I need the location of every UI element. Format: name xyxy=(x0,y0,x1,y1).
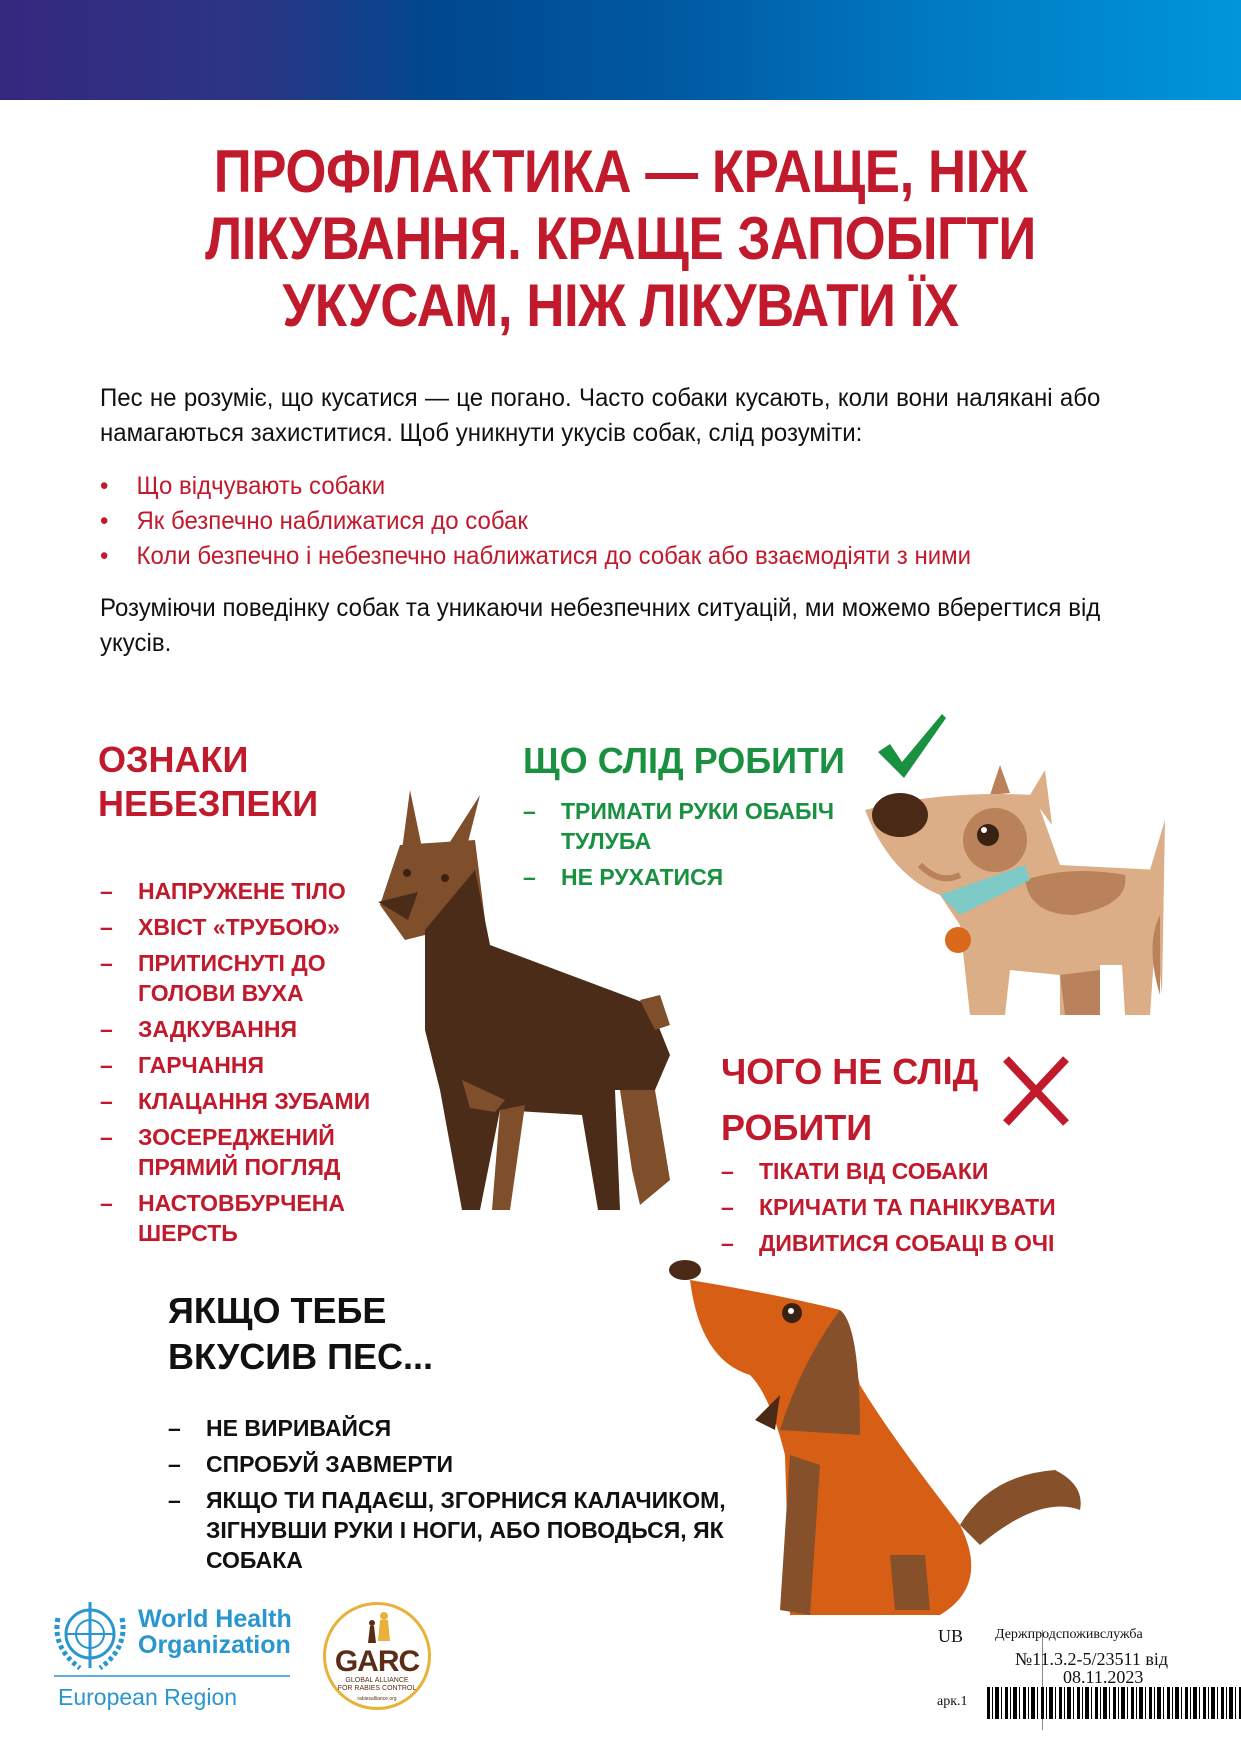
who-name xyxy=(138,1606,292,1658)
cross-icon xyxy=(1002,1055,1070,1127)
list-item: – НАСТОВБУРЧЕНА ШЕРСТЬ xyxy=(100,1188,420,1248)
conclusion-paragraph: Розуміючи поведінку собак та уникаючи небезпечних ситуацій, ми можемо вберегтися від укусів. xyxy=(100,594,1101,657)
list-item: • Як безпечно наближатися до собак xyxy=(100,504,1108,539)
garc-subtitle-line: GLOBAL ALLIANCE xyxy=(345,1677,409,1684)
list-item: – ЗОСЕРЕДЖЕНИЙ ПРЯМИЙ ПОГЛЯД xyxy=(100,1122,420,1182)
heading-line: НЕБЕЗПЕКИ xyxy=(98,783,319,824)
intro-bullet-list xyxy=(100,469,1108,574)
garc-subtitle-line: FOR RABIES CONTROL xyxy=(337,1685,417,1692)
title-line: УКУСАМ, НІЖ ЛІКУВАТИ ЇХ xyxy=(282,272,959,339)
who-emblem-icon xyxy=(50,1598,130,1674)
list-item: – ТІКАТИ ВІД СОБАКИ xyxy=(721,1156,1141,1186)
do-heading xyxy=(523,739,845,783)
who-divider xyxy=(54,1675,290,1677)
list-item: – ПРИТИСНУТІ ДО ГОЛОВИ ВУХА xyxy=(100,948,420,1008)
barcode xyxy=(987,1687,1241,1719)
registration-stamp xyxy=(930,1624,1241,1734)
intro-paragraph: Пес не розуміє, що кусатися — це погано. Часто собаки кусають, коли вони налякані або намагаються захиститися. Щоб уникнути укусів собак, слід розуміти: xyxy=(100,384,1101,447)
list-item: – КЛАЦАННЯ ЗУБАМИ xyxy=(100,1086,420,1116)
bitten-heading xyxy=(168,1288,433,1380)
list-item: – СПРОБУЙ ЗАВМЕРТИ xyxy=(168,1449,728,1479)
stamp-ub: UB xyxy=(938,1626,964,1646)
garc-logo xyxy=(323,1602,431,1710)
stamp-organization: Держпродспоживслужба xyxy=(995,1627,1143,1642)
who-name-line: World Health xyxy=(138,1605,292,1633)
heading-line: ВКУСИВ ПЕС... xyxy=(168,1336,434,1377)
title-line: ЛІКУВАННЯ. КРАЩЕ ЗАПОБІГТИ xyxy=(205,205,1036,272)
do-list xyxy=(523,796,843,898)
title-line: ПРОФІЛАКТИКА — КРАЩЕ, НІЖ xyxy=(213,138,1028,205)
list-item: – КРИЧАТИ ТА ПАНІКУВАТИ xyxy=(721,1192,1141,1222)
danger-signs-heading xyxy=(98,738,318,826)
garc-figures-icon xyxy=(360,1611,400,1647)
header-gradient-bar xyxy=(0,0,1241,100)
stamp-date: 08.11.2023 xyxy=(1063,1667,1144,1687)
list-item: – ЯКЩО ТИ ПАДАЄШ, ЗГОРНИСЯ КАЛАЧИКОМ, ЗІГНУВШИ РУКИ І НОГИ, АБО ПОВОДЬСЯ, ЯК СОБАКА xyxy=(168,1485,728,1575)
who-region: European Region xyxy=(58,1684,238,1710)
heading-line: ЧОГО НЕ СЛІД xyxy=(721,1051,979,1092)
stamp-sheet: арк.1 xyxy=(937,1694,968,1709)
who-name-line: Organization xyxy=(138,1631,291,1659)
list-item: • Що відчувають собаки xyxy=(100,469,1108,504)
heading-line: ОЗНАКИ xyxy=(98,739,249,780)
garc-subtitle xyxy=(326,1677,428,1693)
list-item: – ГАРЧАННЯ xyxy=(100,1050,420,1080)
list-item: – ТРИМАТИ РУКИ ОБАБІЧ ТУЛУБА xyxy=(523,796,843,856)
dont-heading xyxy=(721,1044,978,1156)
page-title xyxy=(127,138,1113,339)
heading-line: ЯКЩО ТЕБЕ xyxy=(168,1290,387,1331)
list-item: – ХВІСТ «ТРУБОЮ» xyxy=(100,912,420,942)
garc-name: GARC xyxy=(334,1645,420,1678)
heading-text: ЩО СЛІД РОБИТИ xyxy=(523,740,845,781)
list-item: – НЕ РУХАТИСЯ xyxy=(523,862,843,892)
list-item: – ЗАДКУВАННЯ xyxy=(100,1014,420,1044)
bitten-list xyxy=(168,1413,728,1581)
heading-line: РОБИТИ xyxy=(721,1107,873,1148)
list-item: – НЕ ВИРИВАЙСЯ xyxy=(168,1413,728,1443)
list-item: – ДИВИТИСЯ СОБАЦІ В ОЧІ xyxy=(721,1228,1141,1258)
terrier-illustration xyxy=(860,765,1180,1025)
garc-url: rabiesalliance.org xyxy=(357,1696,397,1702)
list-item: • Коли безпечно і небезпечно наближатися до собак або взаємодіяти з ними xyxy=(100,539,1108,574)
who-europe-logo xyxy=(50,1598,290,1718)
stamp-number: №11.3.2-5/23511 від xyxy=(1015,1649,1168,1669)
list-item: – НАПРУЖЕНЕ ТІЛО xyxy=(100,876,420,906)
dont-list xyxy=(721,1156,1141,1264)
sitting-dog-illustration xyxy=(660,1255,1100,1615)
